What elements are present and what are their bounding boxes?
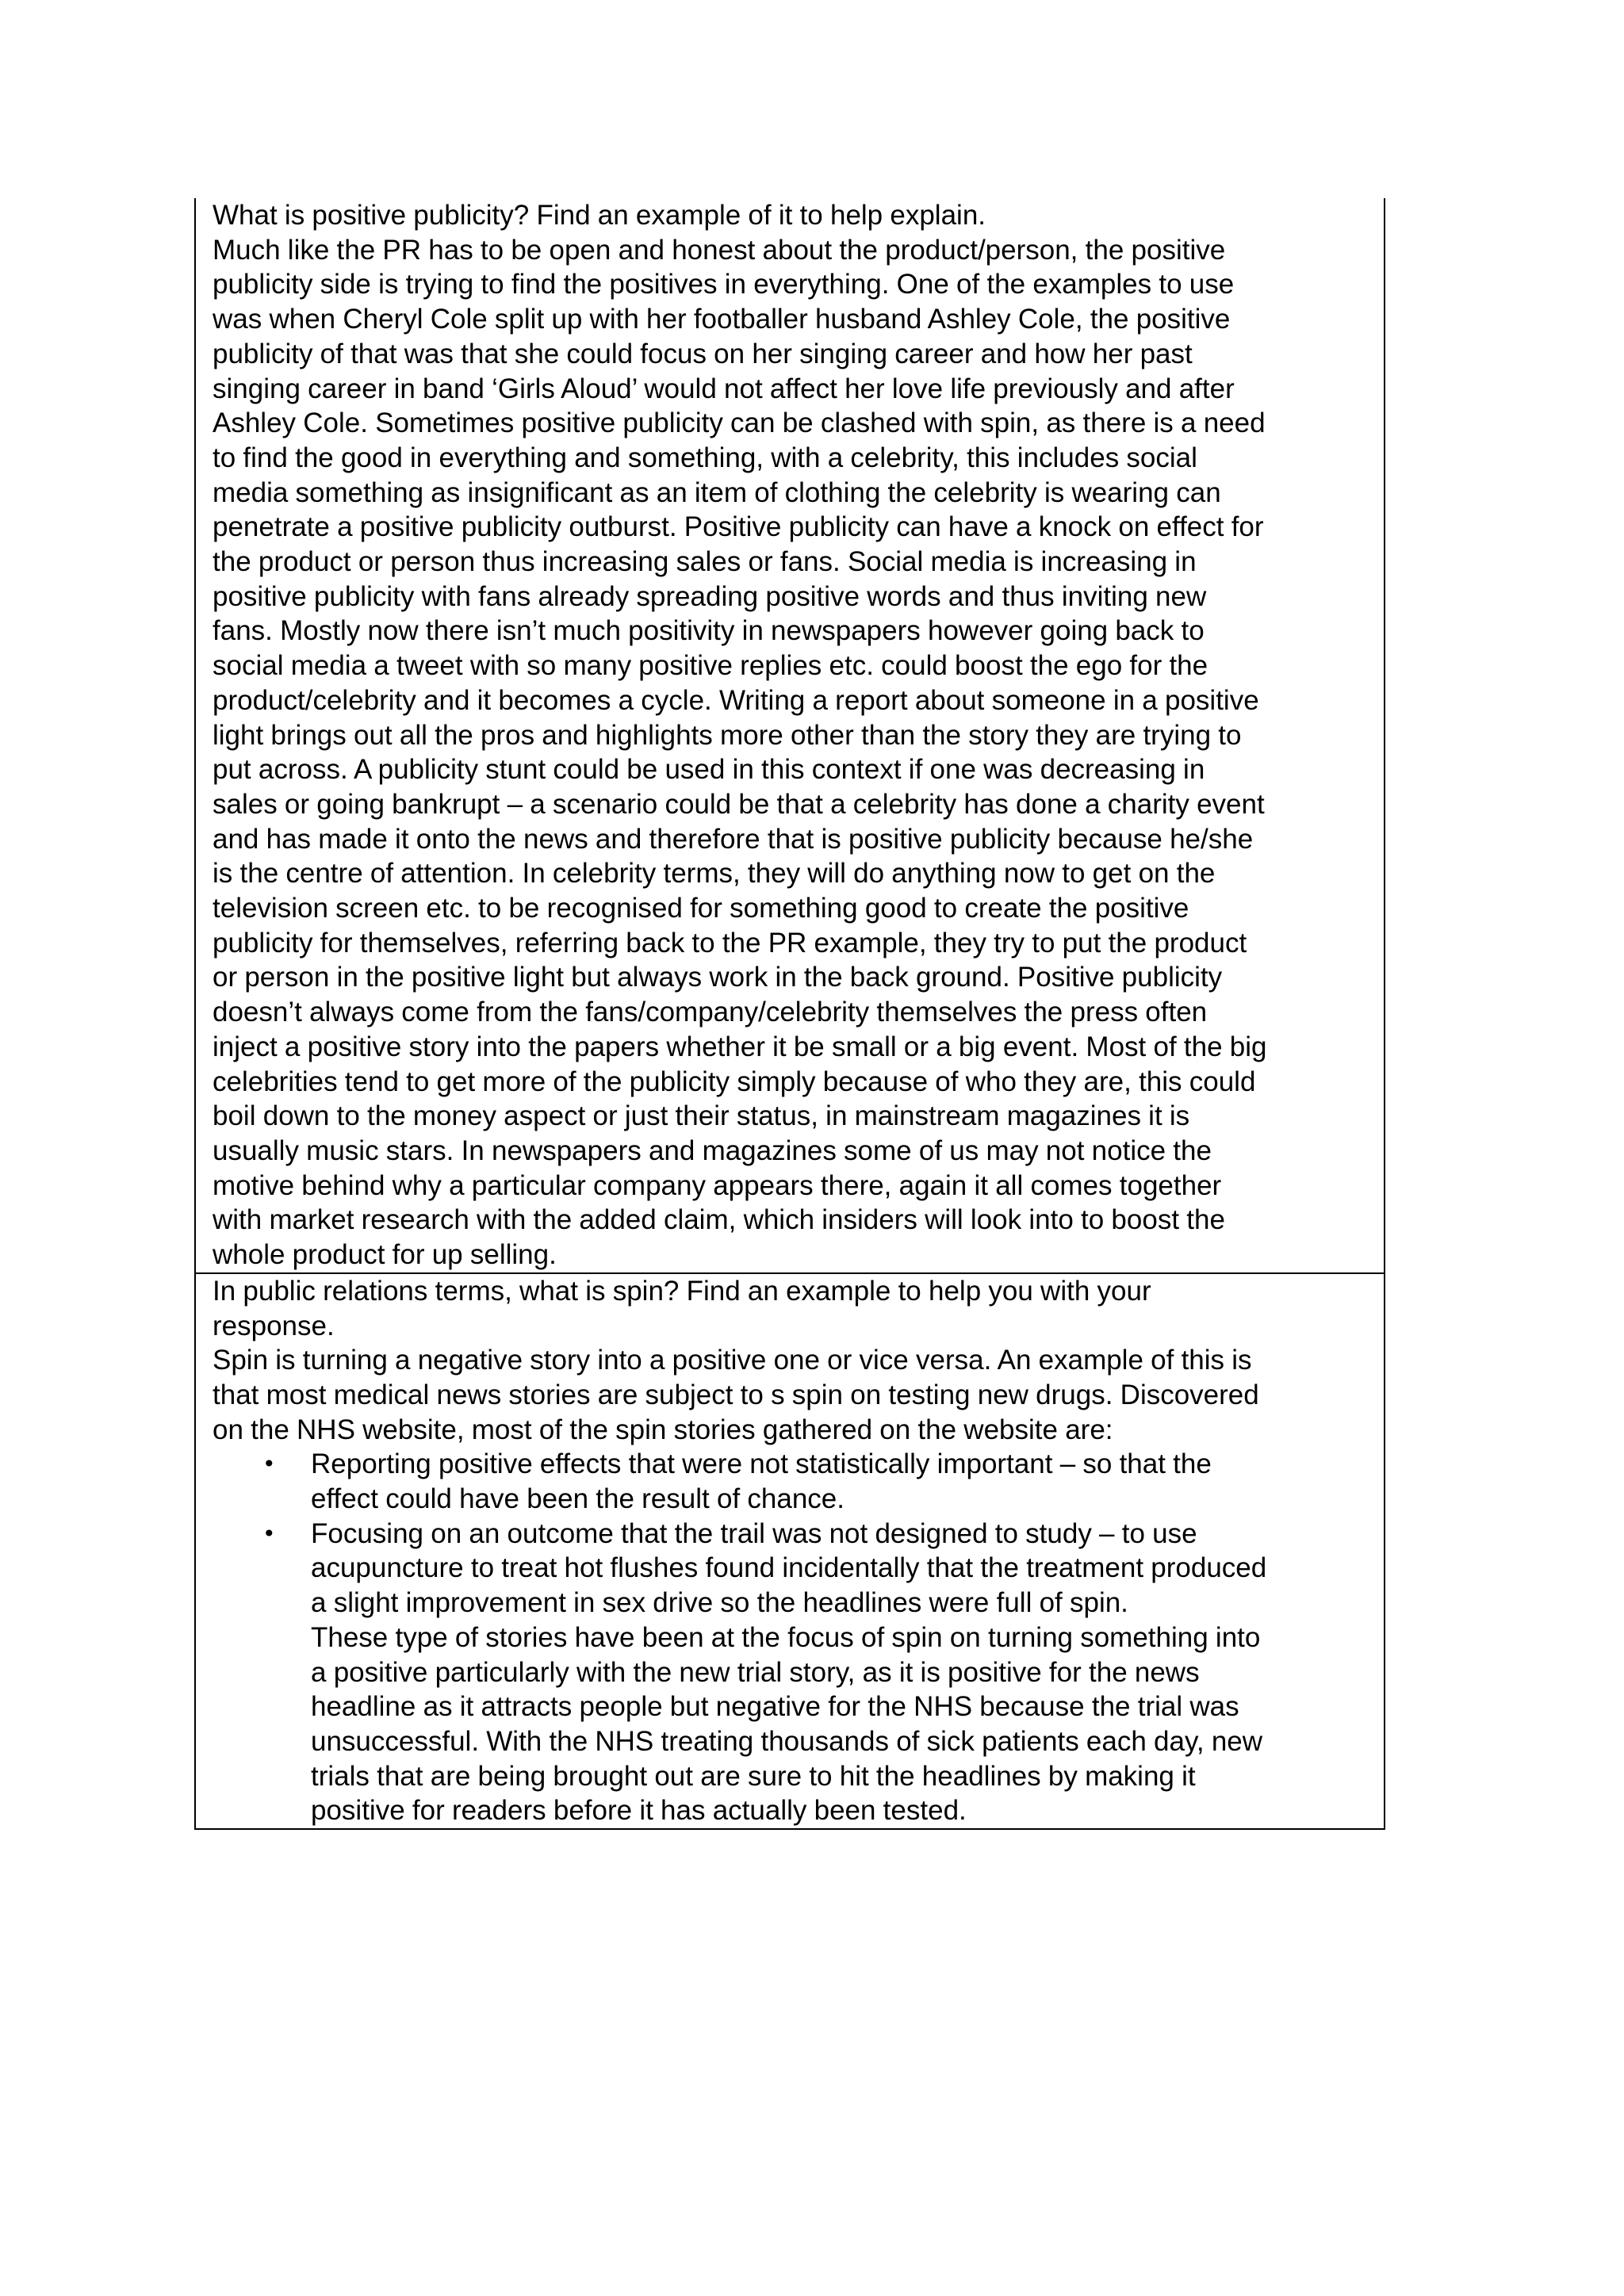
table-row-positive-publicity <box>195 198 1385 1273</box>
spin-content <box>213 1274 1377 1828</box>
answer-line: celebrities tend to get more of the publicity simply because of who they are, this could <box>213 1066 1256 1097</box>
answer-line: motive behind why a particular company appears there, again it all comes together <box>213 1169 1222 1201</box>
bullet-line: unsuccessful. With the NHS treating thousands of sick patients each day, new <box>311 1725 1263 1757</box>
bullet-line: effect could have been the result of chance. <box>311 1483 845 1515</box>
answer-line: publicity for themselves, referring back to the PR example, they try to put the product <box>213 927 1247 959</box>
bullet-item <box>213 1447 1377 1516</box>
positive-publicity-answer <box>213 233 1377 1272</box>
answer-table <box>194 198 1385 1830</box>
spin-question <box>213 1274 1377 1343</box>
answer-line: fans. Mostly now there isn’t much positivity in newspapers however going back to <box>213 615 1205 647</box>
spin-answer <box>213 1343 1377 1447</box>
answer-line: the product or person thus increasing sales or fans. Social media is increasing in <box>213 546 1197 578</box>
answer-line: is the centre of attention. In celebrity terms, they will do anything now to get on the <box>213 858 1216 890</box>
answer-line: that most medical news stories are subject to s spin on testing new drugs. Discovered <box>213 1379 1259 1410</box>
bullet-item <box>213 1517 1377 1828</box>
bullet-line: headline as it attracts people but negative for the NHS because the trial was <box>311 1691 1239 1723</box>
answer-line: television screen etc. to be recognised for something good to create the positive <box>213 893 1189 924</box>
bullet-line: a positive particularly with the new trial story, as it is positive for the news <box>311 1656 1200 1688</box>
answer-line: penetrate a positive publicity outburst. Positive publicity can have a knock on effect for <box>213 511 1264 543</box>
answer-line: positive publicity with fans already spreading positive words and thus inviting new <box>213 580 1207 612</box>
answer-line: media something as insignificant as an item of clothing the celebrity is wearing can <box>213 476 1221 508</box>
question-line: In public relations terms, what is spin? Find an example to help you with your <box>213 1275 1151 1307</box>
answer-line: to find the good in everything and something, with a celebrity, this includes social <box>213 442 1197 473</box>
answer-line: Ashley Cole. Sometimes positive publicity can be clashed with spin, as there is a need <box>213 408 1266 439</box>
positive-publicity-content <box>213 198 1377 1272</box>
answer-line: put across. A publicity stunt could be used in this context if one was decreasing in <box>213 754 1205 786</box>
bullet-dot-icon: • <box>262 1451 276 1478</box>
table-cell-positive-publicity <box>195 198 1385 1273</box>
answer-line: with market research with the added claim, which insiders will look into to boost the <box>213 1204 1225 1236</box>
table-cell-spin <box>195 1273 1385 1829</box>
answer-line: Much like the PR has to be open and honest about the product/person, the positive <box>213 234 1226 266</box>
answer-line: publicity side is trying to find the positives in everything. One of the examples to use <box>213 269 1235 300</box>
answer-line: light brings out all the pros and highlights more other than the story they are trying to <box>213 719 1242 751</box>
answer-line: Spin is turning a negative story into a positive one or vice versa. An example of this is <box>213 1345 1252 1376</box>
answer-line: or person in the positive light but always work in the back ground. Positive publicity <box>213 962 1223 993</box>
bullet-line: These type of stories have been at the focus of spin on turning something into <box>311 1621 1261 1653</box>
answer-line: sales or going bankrupt – a scenario could be that a celebrity has done a charity event <box>213 788 1265 820</box>
bullet-dot-icon: • <box>262 1520 276 1547</box>
bullet-line: trials that are being brought out are sure to hit the headlines by making it <box>311 1760 1196 1792</box>
answer-line: doesn’t always come from the fans/company/celebrity themselves the press often <box>213 997 1208 1028</box>
answer-line: publicity of that was that she could focus on her singing career and how her past <box>213 338 1193 369</box>
answer-line: boil down to the money aspect or just their status, in mainstream magazines it is <box>213 1100 1190 1132</box>
bullet-line: Focusing on an outcome that the trail was not designed to study – to use <box>311 1517 1197 1549</box>
bullet-line: a slight improvement in sex drive so the headlines were full of spin. <box>311 1587 1128 1619</box>
answer-line: whole product for up selling. <box>213 1239 557 1271</box>
answer-line: social media a tweet with so many positive replies etc. could boost the ego for the <box>213 650 1208 682</box>
answer-line: product/celebrity and it becomes a cycle. Writing a report about someone in a positive <box>213 684 1259 716</box>
bullet-line: Reporting positive effects that were not statistically important – so that the <box>311 1448 1212 1480</box>
bullet-line: acupuncture to treat hot flushes found incidentally that the treatment produced <box>311 1552 1267 1584</box>
answer-line: was when Cheryl Cole split up with her footballer husband Ashley Cole, the positive <box>213 304 1231 335</box>
answer-line: usually music stars. In newspapers and magazines some of us may not notice the <box>213 1135 1212 1166</box>
positive-publicity-question: What is positive publicity? Find an example of it to help explain. <box>213 200 986 231</box>
answer-line: inject a positive story into the papers whether it be small or a big event. Most of the big <box>213 1031 1267 1062</box>
bullet-line: positive for readers before it has actually been tested. <box>311 1795 967 1827</box>
spin-bullet-list <box>213 1447 1377 1828</box>
question-line: response. <box>213 1310 335 1341</box>
table-row-spin <box>195 1273 1385 1829</box>
answer-line: on the NHS website, most of the spin stories gathered on the website are: <box>213 1414 1113 1445</box>
answer-line: and has made it onto the news and therefore that is positive publicity because he/she <box>213 823 1254 855</box>
answer-line: singing career in band ‘Girls Aloud’ would not affect her love life previously and after <box>213 373 1235 404</box>
